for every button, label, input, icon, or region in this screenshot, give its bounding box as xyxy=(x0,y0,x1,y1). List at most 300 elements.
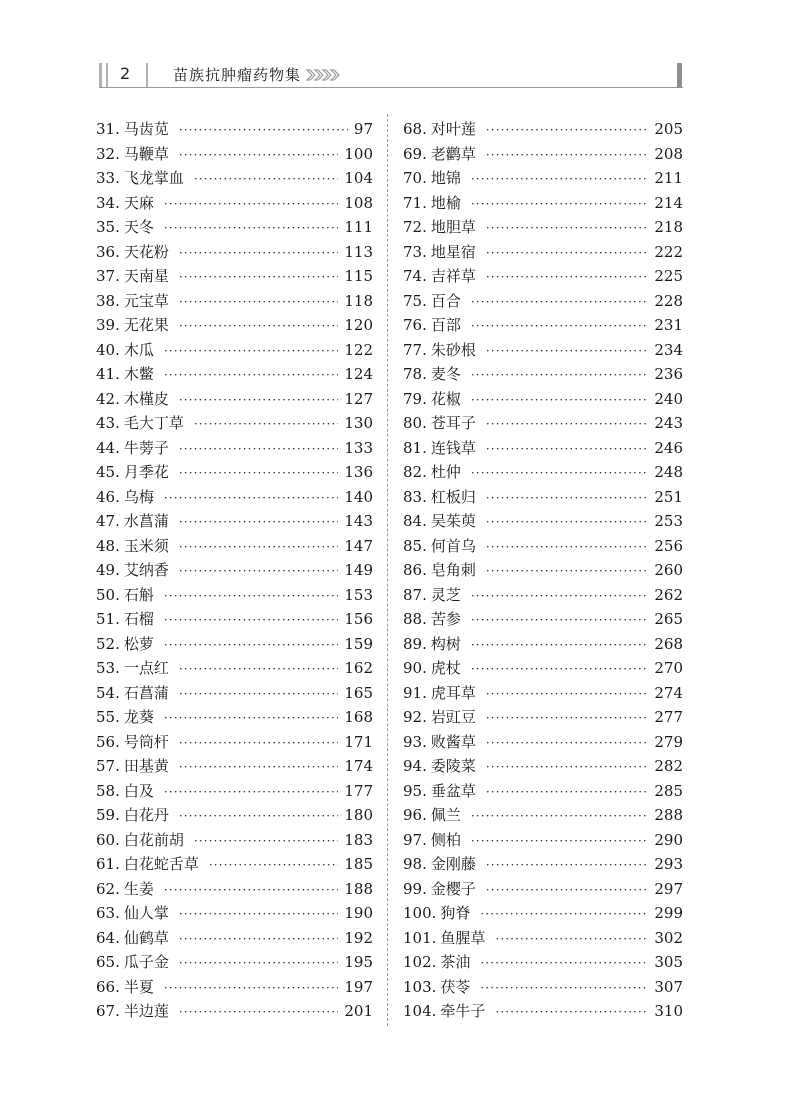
entry-number: 102. xyxy=(403,953,437,971)
entry-page: 118 xyxy=(344,291,373,310)
entry-number: 75. xyxy=(403,291,427,310)
dot-leader xyxy=(164,706,338,731)
entry-title: 无花果 xyxy=(123,316,169,334)
entry-page: 299 xyxy=(654,904,683,922)
dot-leader xyxy=(486,412,648,437)
toc-entry xyxy=(403,117,683,142)
entry-title: 朱砂根 xyxy=(430,340,476,359)
entry-title: 杠板归 xyxy=(430,487,476,506)
dot-leader xyxy=(164,608,338,633)
entry-page: 297 xyxy=(654,879,683,898)
entry-number: 51. xyxy=(96,610,120,628)
entry-page: 211 xyxy=(654,169,683,187)
entry-number: 47. xyxy=(96,512,120,530)
toc-entry xyxy=(403,926,683,951)
toc-entry xyxy=(403,705,683,730)
entry-page: 140 xyxy=(344,487,373,506)
entry-title: 地胆草 xyxy=(430,218,476,236)
dot-leader xyxy=(486,535,648,560)
entry-page: 165 xyxy=(344,683,373,702)
entry-number: 74. xyxy=(403,267,427,285)
dot-leader xyxy=(471,290,648,315)
entry-title: 佩兰 xyxy=(430,806,461,824)
dot-leader xyxy=(486,339,648,364)
entry-number: 41. xyxy=(96,365,120,383)
toc-entry xyxy=(403,338,683,363)
toc-entry xyxy=(403,436,683,461)
entry-title: 龙葵 xyxy=(123,708,154,726)
toc-entry xyxy=(96,950,373,975)
entry-title: 半边莲 xyxy=(123,1002,169,1020)
dot-leader xyxy=(164,633,338,658)
dot-leader xyxy=(179,731,338,756)
entry-title: 百合 xyxy=(430,291,461,310)
dot-leader xyxy=(486,682,648,707)
entry-number: 80. xyxy=(403,414,427,432)
toc-entry xyxy=(96,754,373,779)
entry-page: 195 xyxy=(344,953,373,971)
dot-leader xyxy=(471,314,648,339)
toc-entry xyxy=(96,117,373,142)
page-header xyxy=(0,0,800,100)
toc-entry xyxy=(403,485,683,510)
entry-page: 274 xyxy=(654,683,683,702)
entry-page: 197 xyxy=(344,977,373,996)
entry-title: 侧柏 xyxy=(430,830,461,849)
toc-entry xyxy=(403,950,683,975)
entry-page: 270 xyxy=(654,659,683,677)
entry-title: 茶油 xyxy=(440,953,471,971)
toc-entry xyxy=(403,999,683,1024)
toc-entry xyxy=(403,411,683,436)
entry-number: 58. xyxy=(96,781,120,800)
entry-number: 46. xyxy=(96,487,120,506)
dot-leader xyxy=(164,192,338,217)
entry-page: 240 xyxy=(654,389,683,408)
dot-leader xyxy=(179,559,338,584)
entry-title: 水菖蒲 xyxy=(123,512,169,530)
toc-entry xyxy=(96,779,373,804)
entry-title: 花椒 xyxy=(430,389,461,408)
toc-entry xyxy=(403,803,683,828)
dot-leader xyxy=(471,388,648,413)
entry-page: 159 xyxy=(344,634,373,653)
entry-title: 败酱草 xyxy=(430,732,476,751)
toc-entry xyxy=(403,656,683,681)
dot-leader xyxy=(486,878,648,903)
entry-title: 天冬 xyxy=(123,218,154,236)
entry-number: 86. xyxy=(403,561,427,579)
entry-page: 168 xyxy=(344,708,373,726)
header-bar-left-inner xyxy=(106,63,108,87)
toc-entry xyxy=(403,289,683,314)
toc-entry xyxy=(403,509,683,534)
dot-leader xyxy=(164,339,338,364)
toc-entry xyxy=(96,975,373,1000)
entry-title: 茯苓 xyxy=(440,977,471,996)
entry-page: 100 xyxy=(344,144,373,163)
entry-number: 55. xyxy=(96,708,120,726)
dot-leader xyxy=(164,976,338,1001)
entry-title: 石榴 xyxy=(123,610,154,628)
entry-title: 石斛 xyxy=(123,585,154,604)
dot-leader xyxy=(164,878,338,903)
toc-entry xyxy=(403,460,683,485)
book-title: 苗族抗肿瘤药物集 xyxy=(173,66,302,84)
entry-title: 天麻 xyxy=(123,193,154,212)
entry-number: 35. xyxy=(96,218,120,236)
toc-entry xyxy=(403,975,683,1000)
entry-number: 87. xyxy=(403,585,427,604)
entry-title: 石菖蒲 xyxy=(123,683,169,702)
entry-number: 39. xyxy=(96,316,120,334)
entry-number: 43. xyxy=(96,414,120,432)
dot-leader xyxy=(471,657,648,682)
toc-entry xyxy=(403,558,683,583)
dot-leader xyxy=(486,216,648,241)
entry-number: 52. xyxy=(96,634,120,653)
entry-number: 93. xyxy=(403,732,427,751)
entry-page: 147 xyxy=(344,536,373,555)
dot-leader xyxy=(486,706,648,731)
dot-leader xyxy=(486,241,648,266)
dot-leader xyxy=(179,437,338,462)
entry-title: 天花粉 xyxy=(123,242,169,261)
dot-leader xyxy=(179,657,338,682)
entry-number: 57. xyxy=(96,757,120,775)
entry-page: 248 xyxy=(654,463,683,481)
entry-page: 277 xyxy=(654,708,683,726)
toc-entry xyxy=(96,705,373,730)
toc-entry xyxy=(96,558,373,583)
header-rule xyxy=(99,87,683,88)
entry-title: 玉米须 xyxy=(123,536,169,555)
entry-page: 111 xyxy=(344,218,373,236)
entry-number: 88. xyxy=(403,610,427,628)
toc-entry xyxy=(96,926,373,951)
entry-number: 32. xyxy=(96,144,120,163)
entry-title: 老鹳草 xyxy=(430,144,476,163)
toc-entry xyxy=(96,264,373,289)
toc-entry xyxy=(403,240,683,265)
entry-number: 45. xyxy=(96,463,120,481)
dot-leader xyxy=(179,118,348,143)
entry-number: 84. xyxy=(403,512,427,530)
entry-number: 77. xyxy=(403,340,427,359)
toc-entry xyxy=(96,901,373,926)
toc-entry xyxy=(96,142,373,167)
toc-entry xyxy=(96,313,373,338)
dot-leader xyxy=(164,486,338,511)
entry-page: 120 xyxy=(344,316,373,334)
entry-title: 马鞭草 xyxy=(123,144,169,163)
entry-number: 61. xyxy=(96,855,120,873)
entry-page: 180 xyxy=(344,806,373,824)
entry-title: 地锦 xyxy=(430,169,461,187)
entry-number: 90. xyxy=(403,659,427,677)
dot-leader xyxy=(179,755,338,780)
dot-leader xyxy=(179,314,338,339)
dot-leader xyxy=(495,927,648,952)
entry-page: 208 xyxy=(654,144,683,163)
entry-number: 100. xyxy=(403,904,437,922)
dot-leader xyxy=(486,780,648,805)
dot-leader xyxy=(486,559,648,584)
entry-page: 290 xyxy=(654,830,683,849)
toc-entry xyxy=(96,803,373,828)
entry-number: 92. xyxy=(403,708,427,726)
entry-page: 115 xyxy=(344,267,373,285)
entry-number: 37. xyxy=(96,267,120,285)
entry-page: 305 xyxy=(654,953,683,971)
entry-page: 214 xyxy=(654,193,683,212)
entry-title: 天南星 xyxy=(123,267,169,285)
toc-entry xyxy=(96,215,373,240)
entry-number: 59. xyxy=(96,806,120,824)
entry-title: 毛大丁草 xyxy=(123,414,184,432)
dot-leader xyxy=(480,976,648,1001)
entry-page: 268 xyxy=(654,634,683,653)
entry-number: 49. xyxy=(96,561,120,579)
toc-entry xyxy=(403,534,683,559)
entry-number: 83. xyxy=(403,487,427,506)
entry-title: 虎杖 xyxy=(430,659,461,677)
entry-page: 113 xyxy=(344,242,373,261)
entry-title: 连钱草 xyxy=(430,438,476,457)
entry-title: 白花蛇舌草 xyxy=(123,855,199,873)
entry-title: 马齿苋 xyxy=(123,120,169,138)
toc-entry xyxy=(403,362,683,387)
entry-number: 85. xyxy=(403,536,427,555)
entry-title: 吴茱萸 xyxy=(430,512,476,530)
toc-entry xyxy=(403,852,683,877)
toc-entry xyxy=(403,387,683,412)
entry-page: 185 xyxy=(344,855,373,873)
entry-page: 124 xyxy=(344,365,373,383)
entry-title: 苍耳子 xyxy=(430,414,476,432)
entry-title: 木槿皮 xyxy=(123,389,169,408)
entry-title: 松萝 xyxy=(123,634,154,653)
toc-entry xyxy=(96,534,373,559)
dot-leader xyxy=(480,951,648,976)
header-separator xyxy=(146,63,148,87)
entry-page: 265 xyxy=(654,610,683,628)
entry-number: 73. xyxy=(403,242,427,261)
entry-number: 76. xyxy=(403,316,427,334)
entry-number: 69. xyxy=(403,144,427,163)
toc-entry xyxy=(403,607,683,632)
entry-title: 白及 xyxy=(123,781,154,800)
toc-entry xyxy=(96,485,373,510)
dot-leader xyxy=(495,1000,648,1025)
entry-number: 64. xyxy=(96,928,120,947)
toc-entry xyxy=(96,289,373,314)
entry-page: 279 xyxy=(654,732,683,751)
toc-entry xyxy=(96,509,373,534)
entry-number: 34. xyxy=(96,193,120,212)
entry-page: 256 xyxy=(654,536,683,555)
entry-number: 36. xyxy=(96,242,120,261)
entry-page: 218 xyxy=(654,218,683,236)
entry-number: 68. xyxy=(403,120,427,138)
entry-number: 38. xyxy=(96,291,120,310)
toc-entry xyxy=(96,999,373,1024)
dot-leader xyxy=(179,535,338,560)
dot-leader xyxy=(471,584,648,609)
entry-title: 百部 xyxy=(430,316,461,334)
toc-entry xyxy=(96,656,373,681)
entry-title: 生姜 xyxy=(123,879,154,898)
entry-page: 177 xyxy=(344,781,373,800)
entry-page: 234 xyxy=(654,340,683,359)
entry-title: 飞龙掌血 xyxy=(123,169,184,187)
entry-page: 192 xyxy=(344,928,373,947)
entry-title: 灵芝 xyxy=(430,585,461,604)
toc-entry xyxy=(403,828,683,853)
entry-page: 143 xyxy=(344,512,373,530)
dot-leader xyxy=(209,853,338,878)
toc-entry xyxy=(403,754,683,779)
dot-leader xyxy=(471,804,648,829)
toc-entry xyxy=(96,730,373,755)
dot-leader xyxy=(179,804,338,829)
dot-leader xyxy=(471,633,648,658)
entry-page: 205 xyxy=(654,120,683,138)
toc-entry xyxy=(403,730,683,755)
entry-number: 82. xyxy=(403,463,427,481)
entry-page: 188 xyxy=(344,879,373,898)
entry-title: 田基黄 xyxy=(123,757,169,775)
dot-leader xyxy=(471,461,648,486)
entry-title: 月季花 xyxy=(123,463,169,481)
entry-number: 53. xyxy=(96,659,120,677)
entry-title: 木鳖 xyxy=(123,365,154,383)
toc-entry xyxy=(96,338,373,363)
entry-title: 乌梅 xyxy=(123,487,154,506)
entry-title: 牵牛子 xyxy=(440,1002,486,1020)
entry-number: 44. xyxy=(96,438,120,457)
toc-entry xyxy=(403,215,683,240)
dot-leader xyxy=(179,510,338,535)
toc-entry xyxy=(403,877,683,902)
entry-page: 104 xyxy=(344,169,373,187)
entry-number: 33. xyxy=(96,169,120,187)
entry-page: 253 xyxy=(654,512,683,530)
entry-page: 262 xyxy=(654,585,683,604)
entry-title: 何首乌 xyxy=(430,536,476,555)
dot-leader xyxy=(179,951,338,976)
dot-leader xyxy=(486,265,648,290)
entry-page: 288 xyxy=(654,806,683,824)
entry-title: 构树 xyxy=(430,634,461,653)
dot-leader xyxy=(164,216,338,241)
entry-number: 50. xyxy=(96,585,120,604)
entry-number: 48. xyxy=(96,536,120,555)
entry-page: 222 xyxy=(654,242,683,261)
entry-title: 木瓜 xyxy=(123,340,154,359)
toc-entry xyxy=(96,852,373,877)
dot-leader xyxy=(179,265,338,290)
entry-number: 104. xyxy=(403,1002,437,1020)
entry-number: 60. xyxy=(96,830,120,849)
entry-page: 310 xyxy=(654,1002,683,1020)
dot-leader xyxy=(471,829,648,854)
entry-number: 56. xyxy=(96,732,120,751)
header-bar-right xyxy=(677,63,682,88)
entry-title: 虎耳草 xyxy=(430,683,476,702)
entry-title: 对叶莲 xyxy=(430,120,476,138)
toc-column-left xyxy=(96,117,373,1024)
entry-number: 42. xyxy=(96,389,120,408)
entry-number: 63. xyxy=(96,904,120,922)
entry-title: 吉祥草 xyxy=(430,267,476,285)
entry-title: 半夏 xyxy=(123,977,154,996)
entry-number: 78. xyxy=(403,365,427,383)
entry-page: 130 xyxy=(344,414,373,432)
dot-leader xyxy=(486,437,648,462)
entry-number: 95. xyxy=(403,781,427,800)
entry-title: 地星宿 xyxy=(430,242,476,261)
entry-number: 101. xyxy=(403,928,437,947)
dot-leader xyxy=(179,290,338,315)
toc-entry xyxy=(403,583,683,608)
entry-page: 307 xyxy=(654,977,683,996)
entry-number: 40. xyxy=(96,340,120,359)
dot-leader xyxy=(164,363,338,388)
dot-leader xyxy=(164,780,338,805)
toc-entry xyxy=(403,191,683,216)
entry-title: 狗脊 xyxy=(440,904,471,922)
entry-number: 54. xyxy=(96,683,120,702)
entry-number: 89. xyxy=(403,634,427,653)
entry-number: 98. xyxy=(403,855,427,873)
entry-page: 108 xyxy=(344,193,373,212)
entry-title: 苦参 xyxy=(430,610,461,628)
dot-leader xyxy=(471,167,648,192)
dot-leader xyxy=(179,902,338,927)
entry-page: 201 xyxy=(344,1002,373,1020)
entry-page: 122 xyxy=(344,340,373,359)
entry-number: 79. xyxy=(403,389,427,408)
entry-page: 97 xyxy=(353,120,373,138)
entry-title: 鱼腥草 xyxy=(440,928,486,947)
entry-page: 228 xyxy=(654,291,683,310)
entry-page: 282 xyxy=(654,757,683,775)
dot-leader xyxy=(480,902,648,927)
header-bar-left xyxy=(99,63,102,87)
dot-leader xyxy=(471,608,648,633)
entry-page: 236 xyxy=(654,365,683,383)
entry-title: 号筒杆 xyxy=(123,732,169,751)
dot-leader xyxy=(486,486,648,511)
chevrons-icon xyxy=(306,66,342,84)
entry-page: 156 xyxy=(344,610,373,628)
toc-entry xyxy=(96,681,373,706)
entry-title: 委陵菜 xyxy=(430,757,476,775)
dot-leader xyxy=(194,167,338,192)
entry-page: 127 xyxy=(344,389,373,408)
entry-page: 246 xyxy=(654,438,683,457)
entry-title: 仙人掌 xyxy=(123,904,169,922)
entry-title: 金樱子 xyxy=(430,879,476,898)
toc-entry xyxy=(96,460,373,485)
entry-page: 285 xyxy=(654,781,683,800)
entry-number: 65. xyxy=(96,953,120,971)
entry-number: 103. xyxy=(403,977,437,996)
dot-leader xyxy=(471,192,648,217)
entry-title: 艾纳香 xyxy=(123,561,169,579)
toc-entry xyxy=(403,901,683,926)
